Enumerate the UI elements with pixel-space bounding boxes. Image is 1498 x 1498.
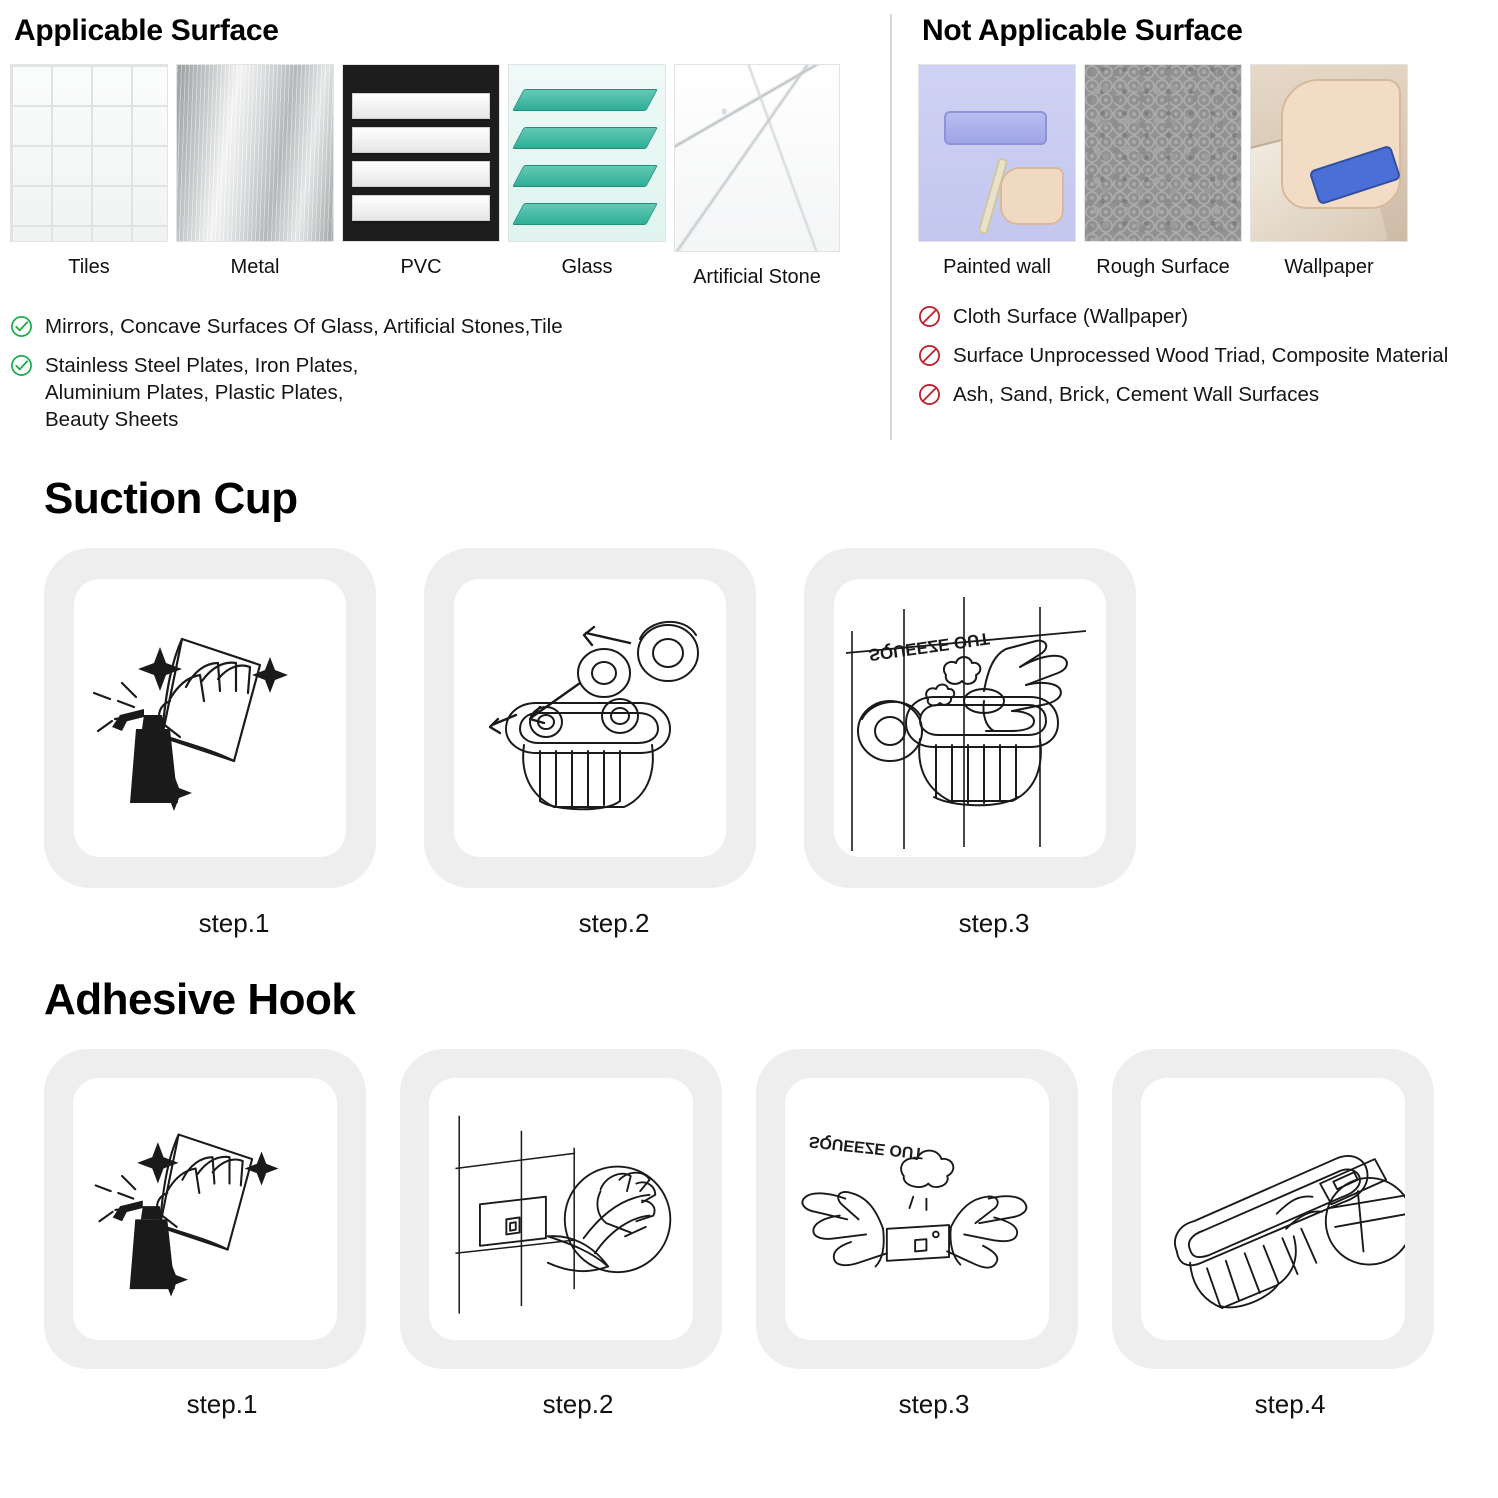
list-item-label: Mirrors, Concave Surfaces Of Glass, Artificial Stones,Tile (45, 315, 563, 338)
thumb-image-metal (176, 64, 334, 242)
applicable-surface-title: Applicable Surface (14, 14, 279, 47)
thumb-caption: Glass (561, 256, 613, 278)
step-illustration-panel (424, 548, 756, 888)
list-item (10, 352, 890, 433)
thumb-caption: Tiles (68, 256, 110, 278)
adhesive-step-1 (44, 1049, 400, 1420)
list-item-label: Cloth Surface (Wallpaper) (953, 305, 1189, 328)
step-label: step.1 (198, 908, 270, 938)
check-circle-icon (10, 315, 33, 338)
thumb-caption: Metal (230, 256, 280, 278)
adhesive-hook-steps (44, 1049, 1498, 1420)
clean-spray-illustration (73, 1078, 337, 1340)
list-item-label: Stainless Steel Plates, Iron Plates, Aluminium Plates, Plastic Plates, Beauty Sheets (45, 354, 359, 431)
peel-sticker-illustration (429, 1078, 693, 1340)
squeeze-out-annotation: SQUEEZE OUT (867, 628, 991, 665)
prohibited-icon (918, 305, 941, 328)
thumb-pvc (342, 64, 508, 289)
not-applicable-surface-column (890, 14, 1498, 440)
thumb-wallpaper (1250, 64, 1416, 279)
step-illustration-panel (756, 1049, 1078, 1369)
check-circle-icon (10, 354, 33, 377)
thumb-tiles (10, 64, 176, 289)
step-illustration-panel (804, 548, 1136, 888)
thumb-caption: Wallpaper (1284, 256, 1374, 278)
suction-cup-steps (44, 548, 1498, 939)
suction-step-3 (804, 548, 1184, 939)
thumb-image-painted-wall (918, 64, 1076, 242)
thumb-metal (176, 64, 342, 289)
list-item (918, 303, 1498, 330)
prohibited-icon (918, 383, 941, 406)
prohibited-icon (918, 344, 941, 367)
attach-suction-illustration (454, 579, 726, 857)
applicable-thumb-row (10, 64, 890, 289)
thumb-caption: Artificial Stone (693, 266, 821, 288)
thumb-image-wallpaper (1250, 64, 1408, 242)
step-label: step.3 (958, 908, 1030, 938)
step-illustration-panel (44, 1049, 366, 1369)
press-sticker-illustration (785, 1078, 1049, 1340)
step-label: step.3 (898, 1389, 970, 1419)
adhesive-hook-title: Adhesive Hook (44, 975, 356, 1024)
thumb-image-tiles (10, 64, 168, 242)
suction-cup-section (0, 474, 1498, 939)
applicable-surface-column (0, 14, 890, 440)
adhesive-hook-section (0, 975, 1498, 1420)
clean-spray-illustration (74, 579, 346, 857)
thumb-image-pvc (342, 64, 500, 242)
adhesive-step-3 (756, 1049, 1112, 1420)
suction-step-2 (424, 548, 804, 939)
adhesive-step-4 (1112, 1049, 1468, 1420)
step-illustration-panel (400, 1049, 722, 1369)
step-illustration-panel (44, 548, 376, 888)
thumb-painted-wall (918, 64, 1084, 279)
step-label: step.1 (186, 1389, 258, 1419)
thumb-caption: PVC (400, 256, 442, 278)
press-wall-illustration (834, 579, 1106, 857)
squeeze-out-annotation: SQUEEZE OUT (808, 1132, 925, 1163)
step-illustration-panel (1112, 1049, 1434, 1369)
list-item (918, 381, 1498, 408)
thumb-image-rough-surface (1084, 64, 1242, 242)
thumb-rough-surface (1084, 64, 1250, 279)
step-label: step.4 (1254, 1389, 1326, 1419)
thumb-image-artificial-stone (674, 64, 840, 252)
adhesive-step-2 (400, 1049, 756, 1420)
thumb-glass (508, 64, 674, 289)
not-applicable-surface-title: Not Applicable Surface (922, 14, 1243, 47)
thumb-image-glass (508, 64, 666, 242)
not-applicable-bullet-list (918, 303, 1498, 408)
thumb-caption: Painted wall (943, 256, 1051, 278)
thumb-artificial-stone (674, 64, 850, 289)
thumb-caption: Rough Surface (1096, 256, 1230, 278)
mount-basket-illustration (1141, 1078, 1405, 1340)
not-applicable-thumb-row (918, 64, 1498, 279)
step-label: step.2 (542, 1389, 614, 1419)
list-item-label: Ash, Sand, Brick, Cement Wall Surfaces (953, 383, 1320, 406)
surface-compatibility-section (0, 0, 1498, 440)
applicable-bullet-list (10, 313, 890, 433)
list-item-label: Surface Unprocessed Wood Triad, Composite Material (953, 344, 1449, 367)
suction-step-1 (44, 548, 424, 939)
suction-cup-title: Suction Cup (44, 474, 298, 523)
step-label: step.2 (578, 908, 650, 938)
list-item (918, 342, 1498, 369)
list-item (10, 313, 890, 340)
